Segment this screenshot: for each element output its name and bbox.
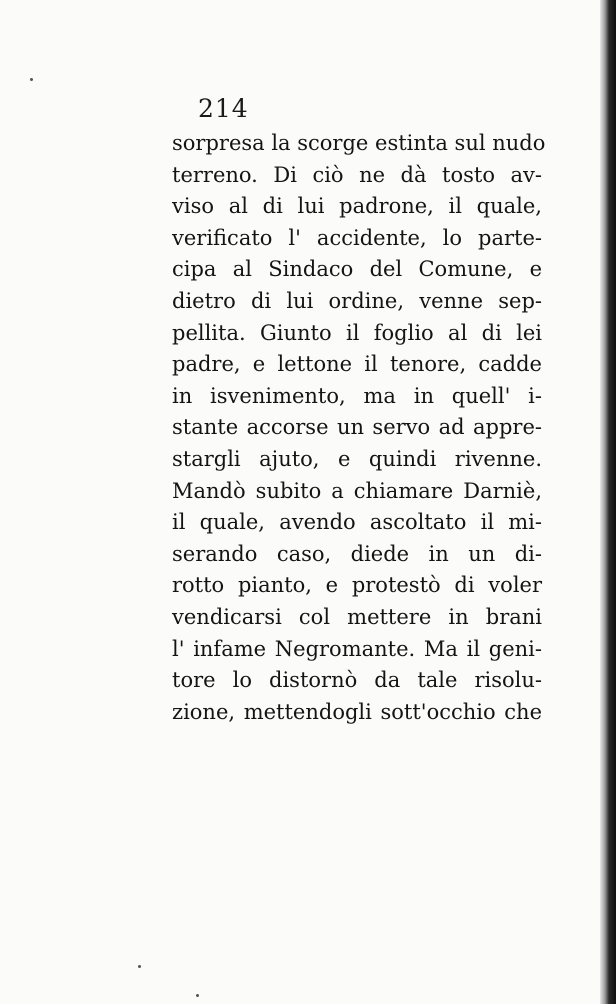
text-line: verificato l' accidente, lo parte- xyxy=(172,225,542,250)
text-line: vendicarsi col mettere in brani xyxy=(172,604,542,629)
binding-edge xyxy=(600,0,616,1004)
text-line: padre, e lettone il tenore, cadde xyxy=(172,352,542,377)
text-line: Mandò subito a chiamare Darniè, xyxy=(172,478,542,503)
text-line: viso al di lui padrone, il quale, xyxy=(172,194,542,219)
text-line: terreno. Di ciò ne dà tosto av- xyxy=(172,162,542,187)
paper-speck xyxy=(30,78,33,81)
text-line: cipa al Sindaco del Comune, e xyxy=(172,257,542,282)
text-line: pellita. Giunto il foglio al di lei xyxy=(172,320,542,345)
paper-speck xyxy=(138,965,141,968)
text-line: stante accorse un servo ad appre- xyxy=(172,415,542,440)
text-line: in isvenimento, ma in quell' i- xyxy=(172,383,542,408)
page-number: 214 xyxy=(198,94,249,123)
text-line: il quale, avendo ascoltato il mi- xyxy=(172,510,542,535)
text-line: dietro di lui ordine, venne sep- xyxy=(172,288,542,313)
text-line: tore lo distornò da tale risolu- xyxy=(172,668,542,693)
paper-speck xyxy=(196,994,199,997)
text-line: serando caso, diede in un di- xyxy=(172,541,542,566)
text-line: sorpresa la scorge estinta sul nudo xyxy=(172,131,546,155)
text-line: zione, mettendogli sott'occhio che xyxy=(172,699,542,724)
text-line: stargli ajuto, e quindi rivenne. xyxy=(172,446,542,471)
text-line: rotto pianto, e protestò di voler xyxy=(172,573,542,598)
body-text xyxy=(172,128,546,728)
text-line: l' infame Negromante. Ma il geni- xyxy=(172,636,542,661)
